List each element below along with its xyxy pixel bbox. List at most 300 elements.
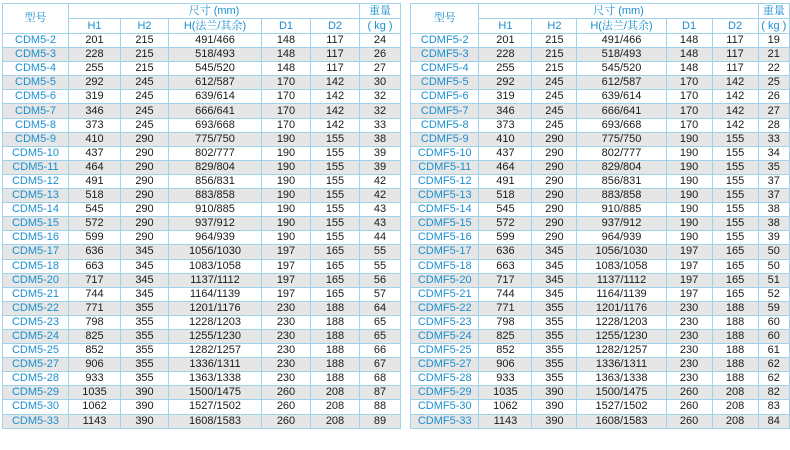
cell-weight: 39 <box>360 146 401 160</box>
table-row <box>411 189 790 203</box>
table-row <box>411 315 790 329</box>
cell-d1: 197 <box>262 273 311 287</box>
cell-h2: 355 <box>532 344 577 358</box>
table-row <box>3 132 401 146</box>
cell-d1: 170 <box>262 118 311 132</box>
cell-model: CDMF5-9 <box>411 132 479 146</box>
cell-weight: 32 <box>360 90 401 104</box>
cell-h1: 771 <box>69 301 121 315</box>
cell-h2: 345 <box>121 287 169 301</box>
cell-d2: 142 <box>311 104 360 118</box>
cell-d2: 155 <box>311 174 360 188</box>
cell-d2: 165 <box>311 259 360 273</box>
cell-d2: 188 <box>311 315 360 329</box>
cell-h1: 933 <box>479 372 532 386</box>
cell-h1: 771 <box>479 301 532 315</box>
cell-h: 612/587 <box>169 76 262 90</box>
table-row <box>411 90 790 104</box>
table-row <box>411 62 790 76</box>
cell-h2: 245 <box>121 104 169 118</box>
cell-weight: 61 <box>758 344 789 358</box>
cell-h: 1083/1058 <box>169 259 262 273</box>
cell-weight: 88 <box>360 400 401 414</box>
cell-h2: 355 <box>532 329 577 343</box>
cell-d2: 155 <box>712 217 758 231</box>
cell-h1: 572 <box>479 217 532 231</box>
table-row <box>3 160 401 174</box>
cell-weight: 55 <box>360 259 401 273</box>
cell-h: 964/939 <box>577 231 666 245</box>
table-row <box>3 90 401 104</box>
cell-d2: 142 <box>311 76 360 90</box>
cell-model: CDMF5-11 <box>411 160 479 174</box>
cell-d1: 190 <box>666 231 712 245</box>
cell-d2: 142 <box>311 90 360 104</box>
cell-model: CDM5-9 <box>3 132 69 146</box>
cell-h: 937/912 <box>577 217 666 231</box>
cell-h1: 319 <box>69 90 121 104</box>
cell-d2: 188 <box>311 372 360 386</box>
cell-h: 1608/1583 <box>169 414 262 428</box>
cell-d1: 230 <box>262 329 311 343</box>
cell-h1: 228 <box>479 48 532 62</box>
cell-h2: 290 <box>121 203 169 217</box>
cell-d2: 208 <box>712 400 758 414</box>
cell-h1: 491 <box>69 174 121 188</box>
cell-h1: 599 <box>69 231 121 245</box>
table-row <box>3 34 401 48</box>
cell-d2: 188 <box>311 344 360 358</box>
cell-h: 666/641 <box>577 104 666 118</box>
cell-h1: 545 <box>69 203 121 217</box>
spec-table-cdm5 <box>2 3 401 429</box>
cell-model: CDM5-14 <box>3 203 69 217</box>
cell-weight: 33 <box>758 132 789 146</box>
cell-d2: 155 <box>712 146 758 160</box>
table-row <box>3 104 401 118</box>
cell-h2: 215 <box>121 34 169 48</box>
cell-model: CDMF5-30 <box>411 400 479 414</box>
cell-d1: 260 <box>666 400 712 414</box>
table-row <box>411 217 790 231</box>
cell-h1: 518 <box>479 189 532 203</box>
header-h2: H2 <box>532 19 577 34</box>
cell-d1: 170 <box>262 104 311 118</box>
cell-h1: 906 <box>69 358 121 372</box>
cell-d2: 165 <box>712 287 758 301</box>
cell-h: 1137/1112 <box>577 273 666 287</box>
table-row <box>3 189 401 203</box>
cell-h2: 355 <box>532 372 577 386</box>
cell-h1: 1143 <box>479 414 532 428</box>
cell-model: CDM5-15 <box>3 217 69 231</box>
cell-d1: 197 <box>666 273 712 287</box>
table-row <box>3 118 401 132</box>
cell-d2: 142 <box>712 90 758 104</box>
cell-h: 1282/1257 <box>169 344 262 358</box>
cell-model: CDMF5-24 <box>411 329 479 343</box>
cell-h: 1137/1112 <box>169 273 262 287</box>
table-row <box>3 231 401 245</box>
table-row <box>3 329 401 343</box>
cell-model: CDMF5-12 <box>411 174 479 188</box>
cell-d2: 188 <box>712 301 758 315</box>
cell-model: CDMF5-2 <box>411 34 479 48</box>
table-row <box>3 315 401 329</box>
cell-h: 1056/1030 <box>577 245 666 259</box>
header-weight-unit: ( kg ) <box>360 19 401 34</box>
table-row <box>3 259 401 273</box>
cell-h2: 215 <box>121 48 169 62</box>
cell-d1: 260 <box>262 414 311 428</box>
cell-d2: 117 <box>712 48 758 62</box>
cell-h1: 1035 <box>69 386 121 400</box>
cell-d2: 208 <box>311 400 360 414</box>
cell-h1: 825 <box>479 329 532 343</box>
cell-h1: 717 <box>69 273 121 287</box>
cell-d1: 190 <box>262 217 311 231</box>
cell-d1: 170 <box>666 118 712 132</box>
cell-weight: 26 <box>360 48 401 62</box>
cell-h1: 636 <box>479 245 532 259</box>
cell-model: CDM5-20 <box>3 273 69 287</box>
cell-weight: 59 <box>758 301 789 315</box>
cell-h1: 1035 <box>479 386 532 400</box>
cell-d2: 208 <box>712 414 758 428</box>
cell-h1: 663 <box>479 259 532 273</box>
header-h: H(法兰/其余) <box>577 19 666 34</box>
cell-d1: 148 <box>666 62 712 76</box>
cell-h1: 798 <box>479 315 532 329</box>
cell-model: CDM5-29 <box>3 386 69 400</box>
cell-h1: 346 <box>479 104 532 118</box>
cell-h1: 346 <box>69 104 121 118</box>
cell-h2: 355 <box>121 344 169 358</box>
cell-h1: 906 <box>479 358 532 372</box>
cell-d2: 155 <box>712 132 758 146</box>
cell-h2: 390 <box>121 386 169 400</box>
cell-weight: 83 <box>758 400 789 414</box>
table-row <box>411 273 790 287</box>
cell-d1: 170 <box>262 90 311 104</box>
cell-d1: 230 <box>666 301 712 315</box>
cell-h2: 290 <box>532 132 577 146</box>
cell-weight: 39 <box>758 231 789 245</box>
table-row <box>411 174 790 188</box>
cell-model: CDM5-10 <box>3 146 69 160</box>
cell-model: CDM5-22 <box>3 301 69 315</box>
cell-d2: 188 <box>311 301 360 315</box>
cell-weight: 66 <box>360 344 401 358</box>
cell-weight: 56 <box>360 273 401 287</box>
cell-h1: 319 <box>479 90 532 104</box>
cell-h: 1255/1230 <box>577 329 666 343</box>
cell-h: 491/466 <box>169 34 262 48</box>
cell-h2: 290 <box>121 160 169 174</box>
cell-d1: 170 <box>666 104 712 118</box>
cell-weight: 38 <box>758 217 789 231</box>
cell-weight: 24 <box>360 34 401 48</box>
cell-d1: 230 <box>262 344 311 358</box>
cell-h: 1201/1176 <box>169 301 262 315</box>
cell-model: CDMF5-29 <box>411 386 479 400</box>
cell-model: CDM5-27 <box>3 358 69 372</box>
table-row <box>3 344 401 358</box>
cell-h1: 1143 <box>69 414 121 428</box>
cell-d2: 155 <box>311 189 360 203</box>
cell-h: 883/858 <box>577 189 666 203</box>
cell-h2: 245 <box>532 76 577 90</box>
cell-h: 1363/1338 <box>169 372 262 386</box>
cell-weight: 44 <box>360 231 401 245</box>
table-row <box>411 146 790 160</box>
table-row <box>411 160 790 174</box>
cell-h1: 437 <box>69 146 121 160</box>
cell-h2: 290 <box>532 160 577 174</box>
cell-d2: 165 <box>311 273 360 287</box>
cell-h1: 373 <box>479 118 532 132</box>
cell-model: CDMF5-16 <box>411 231 479 245</box>
cell-h: 775/750 <box>577 132 666 146</box>
cell-h2: 290 <box>532 217 577 231</box>
table-row <box>3 62 401 76</box>
cell-weight: 37 <box>758 189 789 203</box>
cell-weight: 50 <box>758 245 789 259</box>
cell-weight: 39 <box>360 160 401 174</box>
cell-d2: 188 <box>712 315 758 329</box>
cell-h: 518/493 <box>577 48 666 62</box>
cell-h2: 390 <box>532 414 577 428</box>
cell-h: 1527/1502 <box>577 400 666 414</box>
cell-d2: 155 <box>311 132 360 146</box>
cell-h: 910/885 <box>169 203 262 217</box>
cell-h: 639/614 <box>169 90 262 104</box>
cell-weight: 28 <box>758 118 789 132</box>
table-row <box>411 203 790 217</box>
cell-model: CDM5-24 <box>3 329 69 343</box>
cell-h1: 744 <box>69 287 121 301</box>
cell-h1: 798 <box>69 315 121 329</box>
cell-model: CDM5-6 <box>3 90 69 104</box>
cell-d2: 165 <box>712 259 758 273</box>
cell-h1: 410 <box>69 132 121 146</box>
table-row <box>411 329 790 343</box>
cell-d1: 148 <box>666 48 712 62</box>
cell-d2: 142 <box>712 104 758 118</box>
cell-d2: 208 <box>311 414 360 428</box>
cell-weight: 82 <box>758 386 789 400</box>
cell-h2: 345 <box>532 287 577 301</box>
cell-h: 1336/1311 <box>169 358 262 372</box>
cell-h: 693/668 <box>577 118 666 132</box>
cell-weight: 87 <box>360 386 401 400</box>
cell-h2: 290 <box>532 189 577 203</box>
cell-d1: 197 <box>262 287 311 301</box>
cell-d2: 188 <box>712 329 758 343</box>
cell-h2: 345 <box>121 245 169 259</box>
cell-d1: 190 <box>666 217 712 231</box>
cell-weight: 42 <box>360 189 401 203</box>
cell-d2: 155 <box>712 231 758 245</box>
table-row <box>411 301 790 315</box>
cell-model: CDMF5-5 <box>411 76 479 90</box>
cell-d1: 190 <box>262 231 311 245</box>
header-d1: D1 <box>262 19 311 34</box>
cell-model: CDM5-28 <box>3 372 69 386</box>
cell-weight: 62 <box>758 358 789 372</box>
cell-model: CDM5-18 <box>3 259 69 273</box>
cell-d1: 260 <box>666 386 712 400</box>
cell-h: 964/939 <box>169 231 262 245</box>
cell-h: 612/587 <box>577 76 666 90</box>
cell-weight: 84 <box>758 414 789 428</box>
cell-h2: 290 <box>121 231 169 245</box>
cell-d1: 230 <box>666 344 712 358</box>
table-body <box>411 34 790 429</box>
header-h: H(法兰/其余) <box>169 19 262 34</box>
cell-model: CDM5-30 <box>3 400 69 414</box>
cell-h2: 215 <box>532 48 577 62</box>
cell-h: 829/804 <box>169 160 262 174</box>
cell-h2: 390 <box>121 400 169 414</box>
cell-d2: 155 <box>311 146 360 160</box>
cell-h1: 572 <box>69 217 121 231</box>
cell-weight: 27 <box>758 104 789 118</box>
cell-d2: 155 <box>712 160 758 174</box>
cell-model: CDMF5-22 <box>411 301 479 315</box>
cell-d1: 190 <box>666 203 712 217</box>
cell-h: 829/804 <box>577 160 666 174</box>
cell-d1: 260 <box>666 414 712 428</box>
cell-weight: 89 <box>360 414 401 428</box>
cell-h1: 1062 <box>479 400 532 414</box>
table-row <box>3 76 401 90</box>
cell-weight: 60 <box>758 315 789 329</box>
cell-h1: 825 <box>69 329 121 343</box>
cell-h2: 290 <box>532 203 577 217</box>
table-row <box>3 203 401 217</box>
cell-weight: 67 <box>360 358 401 372</box>
cell-h2: 290 <box>121 189 169 203</box>
cell-model: CDMF5-25 <box>411 344 479 358</box>
cell-model: CDM5-17 <box>3 245 69 259</box>
cell-h2: 390 <box>532 400 577 414</box>
cell-model: CDM5-2 <box>3 34 69 48</box>
cell-h1: 852 <box>479 344 532 358</box>
table-row <box>411 372 790 386</box>
table-row <box>3 386 401 400</box>
cell-h2: 355 <box>121 301 169 315</box>
cell-d2: 188 <box>712 372 758 386</box>
table-row <box>3 48 401 62</box>
cell-d1: 190 <box>666 132 712 146</box>
cell-h2: 345 <box>121 273 169 287</box>
cell-d2: 188 <box>712 358 758 372</box>
cell-weight: 32 <box>360 104 401 118</box>
cell-d2: 188 <box>311 329 360 343</box>
cell-weight: 42 <box>360 174 401 188</box>
header-h1: H1 <box>479 19 532 34</box>
table-row <box>411 344 790 358</box>
cell-d2: 117 <box>311 48 360 62</box>
cell-d2: 117 <box>712 34 758 48</box>
cell-h1: 292 <box>479 76 532 90</box>
cell-h: 802/777 <box>169 146 262 160</box>
cell-h1: 201 <box>479 34 532 48</box>
cell-model: CDMF5-13 <box>411 189 479 203</box>
cell-h2: 355 <box>121 315 169 329</box>
cell-weight: 25 <box>758 76 789 90</box>
cell-h1: 491 <box>479 174 532 188</box>
cell-h2: 215 <box>532 62 577 76</box>
cell-weight: 38 <box>758 203 789 217</box>
table-row <box>411 386 790 400</box>
cell-d2: 208 <box>311 386 360 400</box>
cell-d2: 165 <box>311 245 360 259</box>
cell-h1: 852 <box>69 344 121 358</box>
cell-h: 802/777 <box>577 146 666 160</box>
cell-weight: 65 <box>360 329 401 343</box>
cell-d1: 170 <box>262 76 311 90</box>
table-row <box>3 372 401 386</box>
table-row <box>411 34 790 48</box>
cell-h2: 355 <box>532 301 577 315</box>
cell-h1: 228 <box>69 48 121 62</box>
cell-h: 1282/1257 <box>577 344 666 358</box>
header-dimensions: 尺寸 (mm) <box>479 4 758 19</box>
cell-weight: 22 <box>758 62 789 76</box>
cell-h: 545/520 <box>169 62 262 76</box>
cell-model: CDM5-12 <box>3 174 69 188</box>
cell-h2: 215 <box>532 34 577 48</box>
cell-h2: 390 <box>121 414 169 428</box>
cell-h2: 355 <box>532 315 577 329</box>
cell-h: 545/520 <box>577 62 666 76</box>
cell-model: CDMF5-15 <box>411 217 479 231</box>
cell-h: 1500/1475 <box>577 386 666 400</box>
header-weight: 重量 <box>758 4 789 19</box>
cell-d1: 190 <box>666 160 712 174</box>
cell-h: 1164/1139 <box>577 287 666 301</box>
cell-d2: 155 <box>311 231 360 245</box>
cell-d2: 142 <box>712 76 758 90</box>
cell-h1: 464 <box>69 160 121 174</box>
cell-h2: 355 <box>532 358 577 372</box>
cell-h2: 290 <box>121 132 169 146</box>
cell-h: 1336/1311 <box>577 358 666 372</box>
table-row <box>3 146 401 160</box>
cell-h2: 290 <box>532 174 577 188</box>
table-row <box>411 245 790 259</box>
cell-model: CDMF5-33 <box>411 414 479 428</box>
cell-d1: 260 <box>262 400 311 414</box>
cell-h1: 1062 <box>69 400 121 414</box>
cell-h2: 290 <box>121 217 169 231</box>
cell-d2: 208 <box>712 386 758 400</box>
cell-h2: 345 <box>532 245 577 259</box>
cell-d1: 197 <box>666 245 712 259</box>
cell-d1: 190 <box>262 174 311 188</box>
cell-model: CDMF5-7 <box>411 104 479 118</box>
cell-model: CDMF5-4 <box>411 62 479 76</box>
cell-d2: 188 <box>311 358 360 372</box>
cell-d1: 197 <box>666 287 712 301</box>
table-row <box>411 48 790 62</box>
cell-h2: 290 <box>121 146 169 160</box>
cell-h: 666/641 <box>169 104 262 118</box>
cell-h1: 518 <box>69 189 121 203</box>
cell-h2: 245 <box>532 104 577 118</box>
